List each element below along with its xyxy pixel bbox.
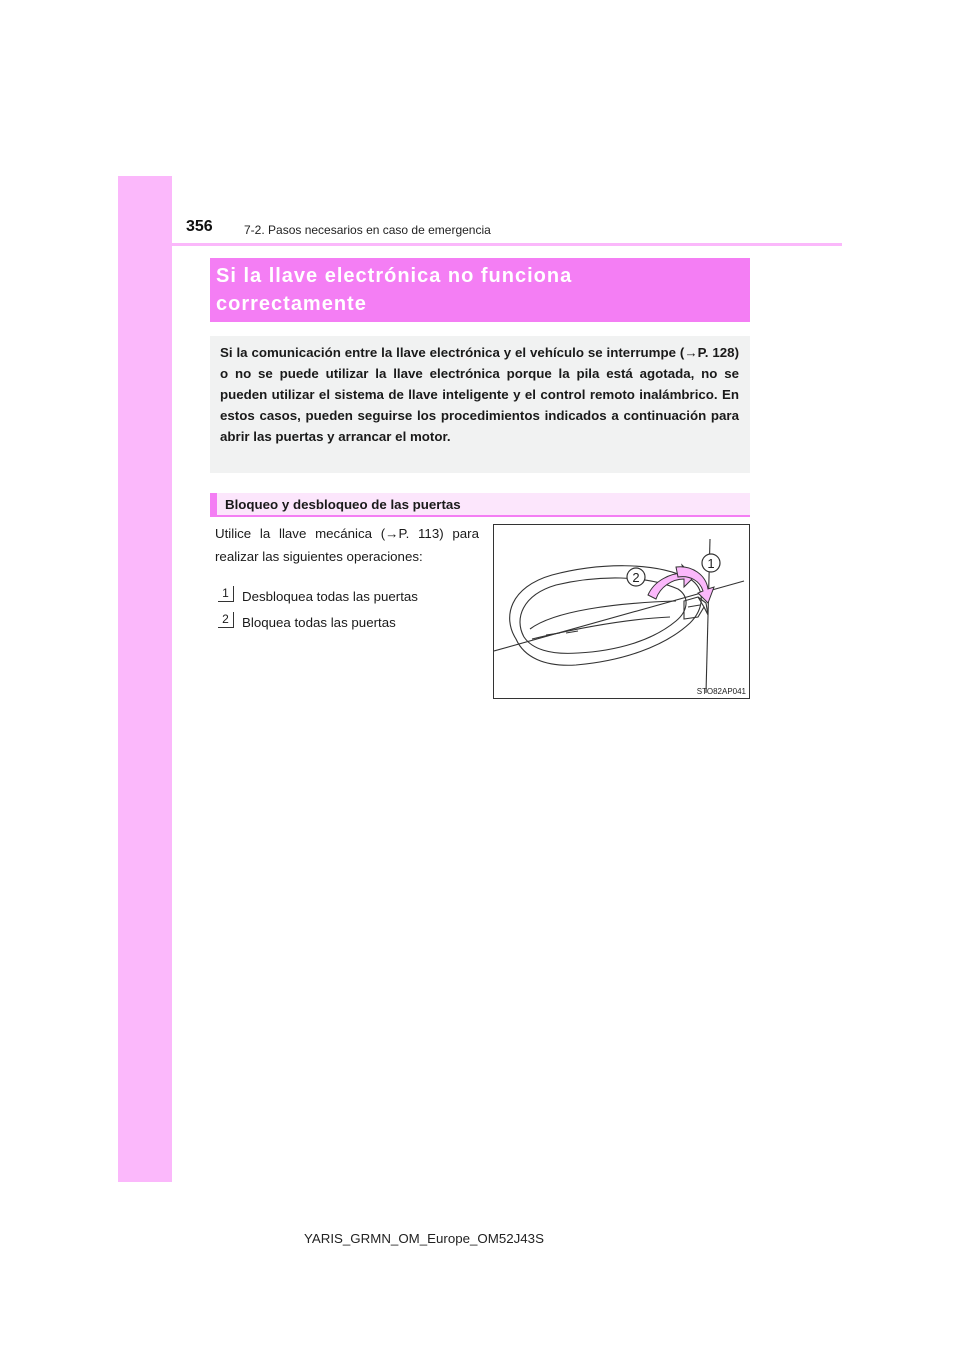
step-text-2: Bloquea todas las puertas [242, 615, 396, 630]
step-1 [218, 585, 418, 604]
section-heading: 7-2. Pasos necesarios en caso de emergencia [244, 223, 491, 237]
subsection-title: Bloqueo y desbloqueo de las puertas [225, 497, 461, 512]
side-tab-bar [118, 176, 172, 1182]
step-2 [218, 611, 396, 630]
figure-callout-2: 2 [632, 570, 640, 585]
subsection-marker [210, 493, 217, 515]
step-number-1: 1 [218, 586, 234, 602]
door-handle-illustration [494, 525, 750, 699]
footer-document-id: YARIS_GRMN_OM_Europe_OM52J43S [304, 1231, 544, 1246]
title-box [210, 258, 750, 322]
step-number-2: 2 [218, 612, 234, 628]
figure-code: STO82AP041 [696, 687, 746, 696]
page-title-line1: Si la llave electrónica no funciona [216, 265, 573, 287]
intro-text: Si la comunicación entre la llave electrónica y el vehículo se interrumpe (→P. 128) o no se puede utilizar la llave electrónica porque la pila está agotada, no se pueden utilizar el sistema de llave inteligente y el control remoto inalámbrico. En estos casos, pueden seguirse los procedimientos indicados a continuación para abrir las puertas y arrancar el motor. [220, 345, 739, 444]
step-text-1: Desbloquea todas las puertas [242, 589, 418, 604]
page-number: 356 [186, 218, 213, 235]
page-title-line2: correctamente [216, 293, 367, 315]
figure-callout-1: 1 [707, 556, 715, 571]
door-handle-figure [493, 524, 750, 699]
body-text: Utilice la llave mecánica (→P. 113) para realizar las siguientes operaciones: [215, 526, 479, 564]
subsection-heading [210, 493, 750, 517]
header-rule [118, 243, 842, 246]
intro-box [210, 336, 750, 473]
